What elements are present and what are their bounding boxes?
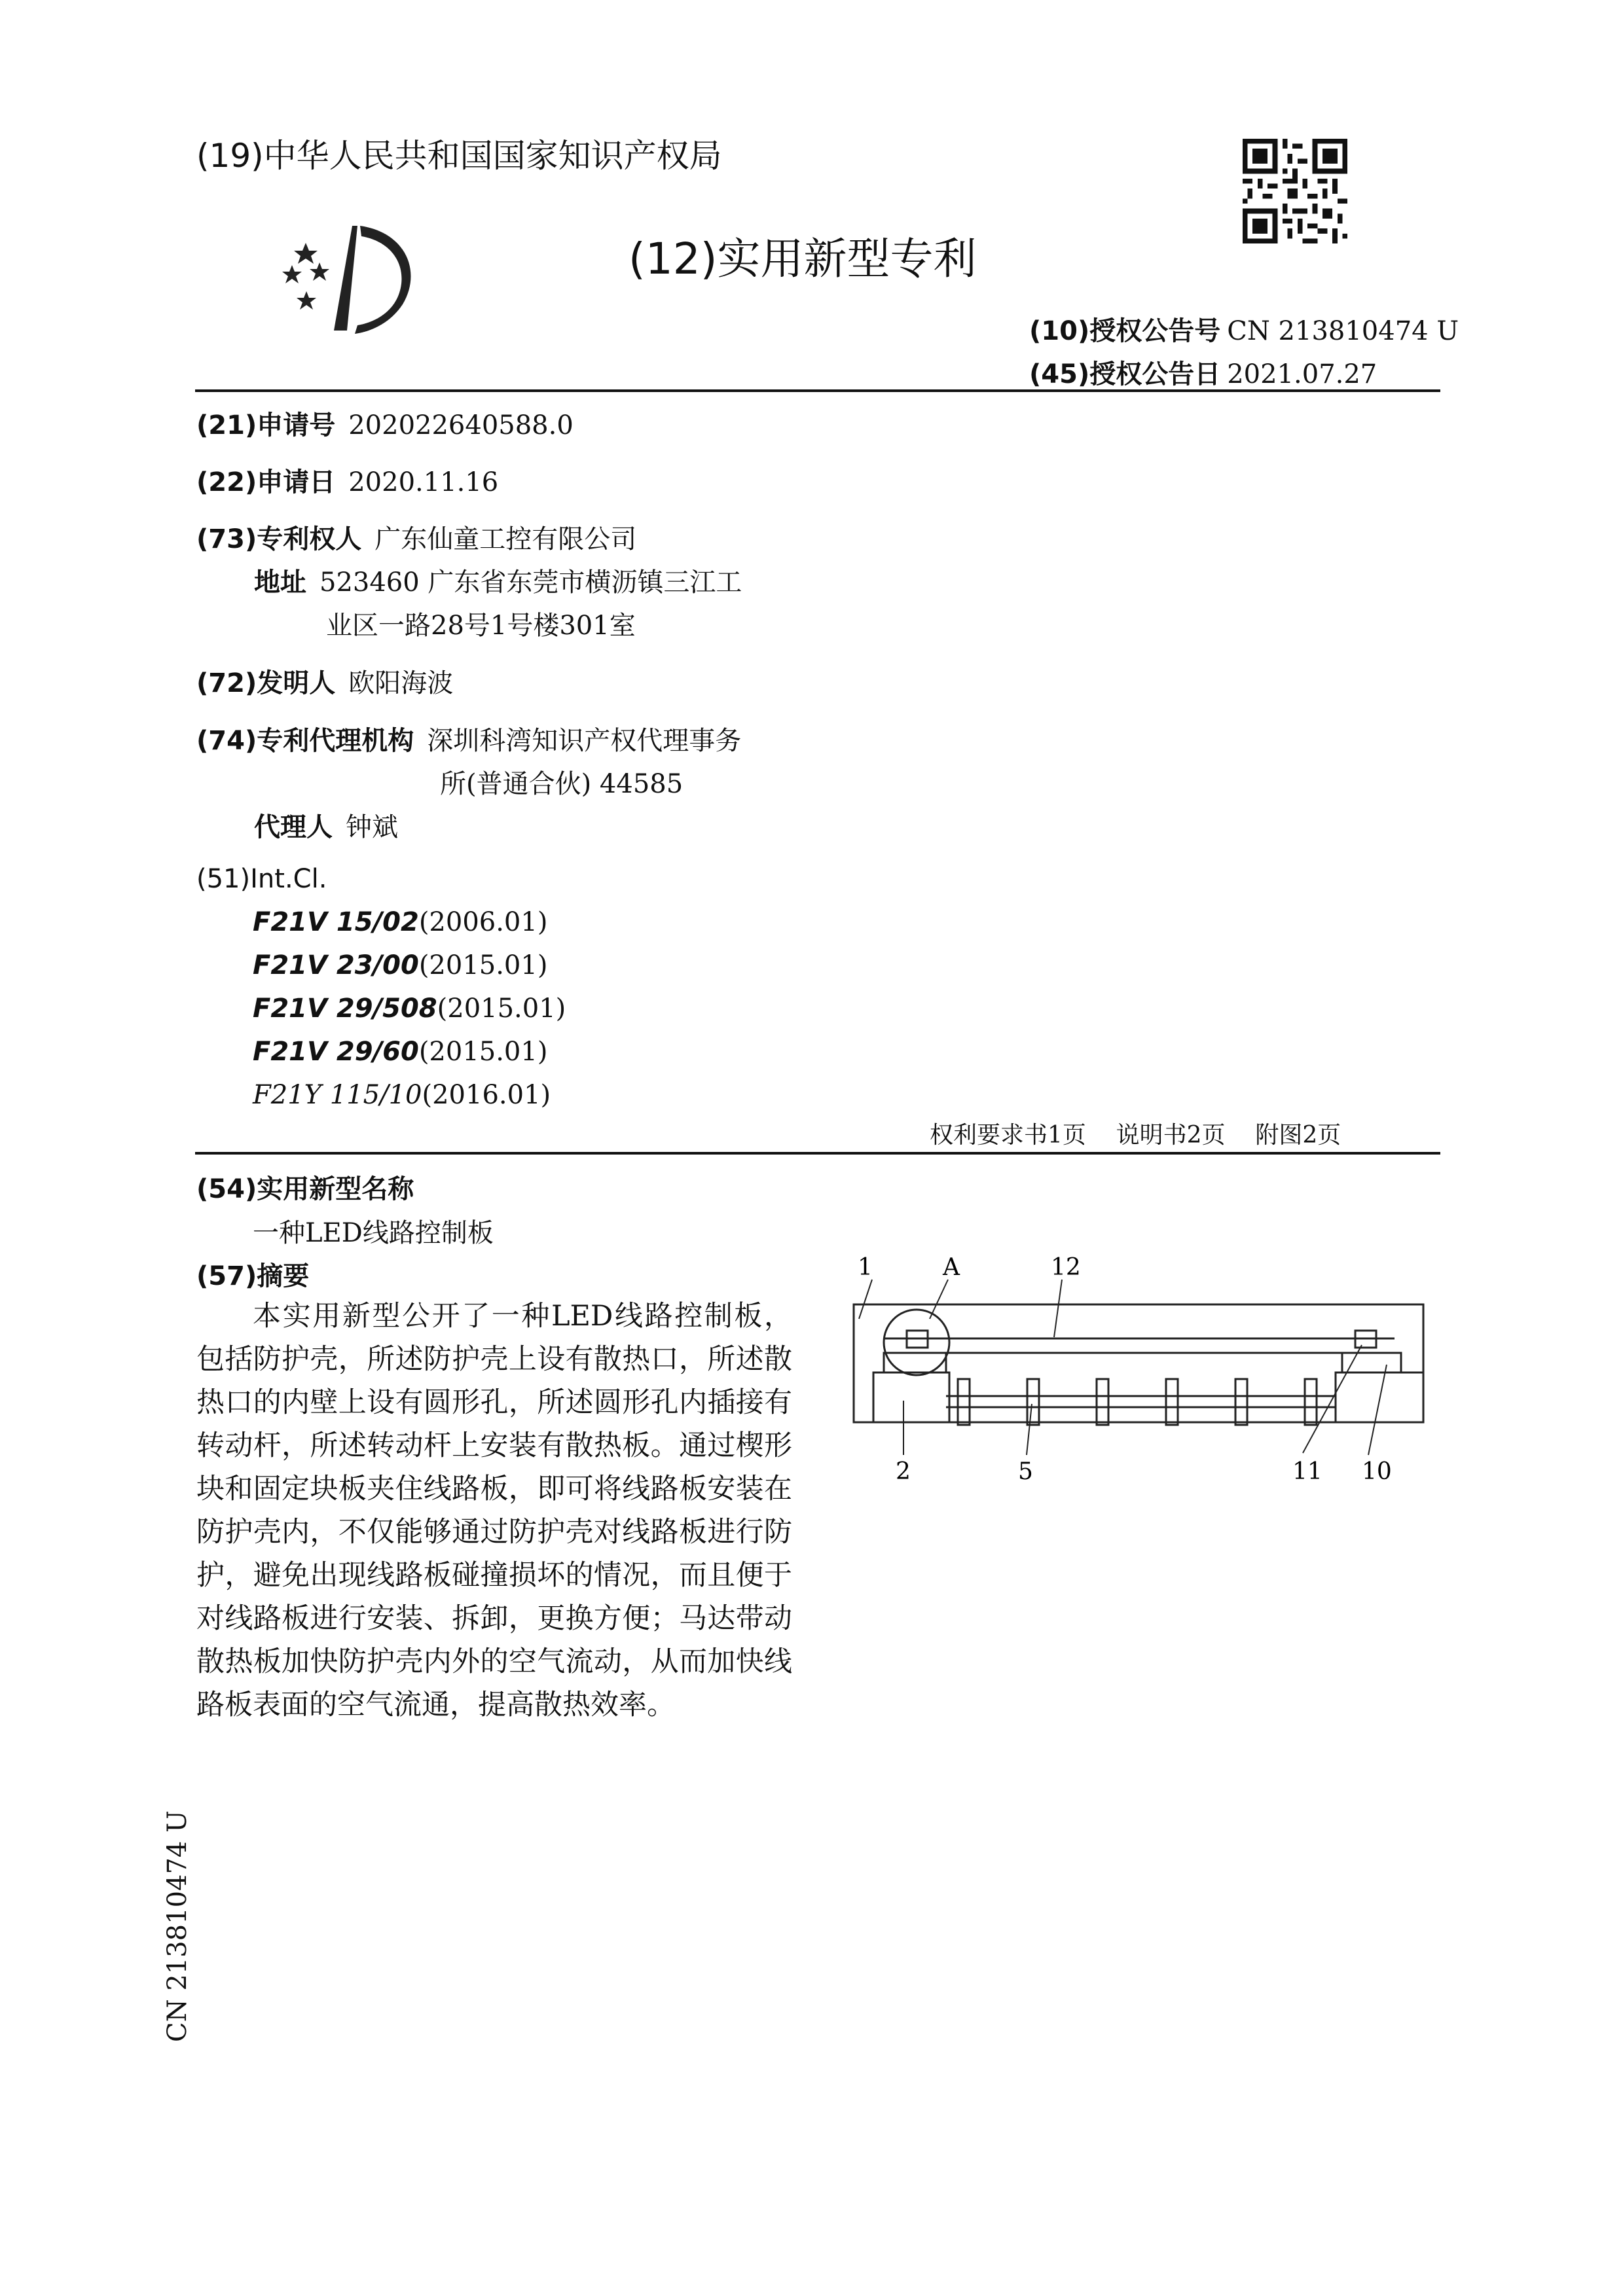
- ipc-row: [253, 907, 547, 937]
- address-line-1: 523460 广东省东莞市横沥镇三江工: [319, 567, 742, 598]
- publication-number-row: [1029, 310, 1459, 348]
- application-date: 2020.11.16: [348, 467, 499, 497]
- application-number-row: [196, 404, 574, 442]
- ipc-row: [253, 950, 547, 980]
- inventor-label: (72)发明人: [196, 668, 336, 698]
- agent-row: [254, 806, 398, 844]
- side-publication-number: CN 213810474 U: [162, 1810, 192, 2042]
- ipc-code: F21V 15/02: [253, 907, 419, 937]
- figure-label: 1: [858, 1254, 873, 1281]
- ipc-version: (2015.01): [437, 994, 566, 1024]
- agency-row: [196, 720, 741, 757]
- agency-line-2: 所(普通合伙) 44585: [440, 769, 684, 799]
- publication-date: 2021.07.27: [1227, 359, 1377, 389]
- application-number-label: (21)申请号: [196, 410, 336, 440]
- inventor: 欧阳海波: [348, 668, 454, 698]
- publication-date-label: (45)授权公告日: [1029, 359, 1221, 389]
- agency-line-1: 深圳科湾知识产权代理事务: [427, 726, 742, 756]
- utility-model-title: 一种LED线路控制板: [253, 1218, 494, 1248]
- figure-label: A: [943, 1254, 960, 1281]
- address-row: [254, 562, 742, 599]
- abstract-figure: [838, 1247, 1440, 1496]
- figure-label: 2: [896, 1458, 911, 1485]
- patentee-label: (73)专利权人: [196, 524, 362, 554]
- publication-date-row: [1029, 353, 1377, 391]
- utility-model-title-label: (54)实用新型名称: [196, 1174, 414, 1204]
- publication-number: CN 213810474 U: [1227, 316, 1459, 346]
- address-label: 地址: [254, 567, 306, 598]
- patentee: 广东仙童工控有限公司: [374, 524, 637, 554]
- ipc-version: (2015.01): [418, 950, 548, 980]
- agent-label: 代理人: [254, 812, 333, 842]
- abstract-label: (57)摘要: [196, 1261, 310, 1291]
- application-date-label: (22)申请日: [196, 467, 336, 497]
- address-line-2: 业区一路28号1号楼301室: [326, 611, 636, 641]
- page-counts: 权利要求书1页 说明书2页 附图2页: [930, 1122, 1341, 1149]
- patentee-row: [196, 518, 636, 556]
- section-rule: [195, 1152, 1440, 1155]
- publication-number-label: (10)授权公告号: [1029, 316, 1221, 346]
- ipc-code: F21V 23/00: [253, 950, 419, 980]
- ipc-version: (2016.01): [422, 1080, 551, 1110]
- figure-label: 11: [1292, 1458, 1322, 1485]
- document-type: (12)实用新型专利: [629, 234, 977, 284]
- figure-label: 10: [1362, 1458, 1392, 1485]
- agent: 钟斌: [346, 812, 398, 842]
- int-cl-label: (51)Int.Cl.: [196, 864, 327, 894]
- ipc-code: F21V 29/60: [253, 1037, 419, 1067]
- ipc-code: F21Y 115/10: [253, 1080, 422, 1110]
- abstract-text: 本实用新型公开了一种LED线路控制板，包括防护壳，所述防护壳上设有散热口，所述散热口的内壁上设有圆形孔，所述圆形孔内插接有转动杆，所述转动杆上安装有散热板。通过楔形块和固定块板夹住线路板，即可将线路板安装在防护壳内，不仅能够通过防护壳对线路板进行防护，避免出现线路板碰撞损坏的情况，而且便于对线路板进行安装、拆卸，更换方便；马达带动散热板加快防护壳内外的空气流动，从而加快线路板表面的空气流通，提高散热效率。: [196, 1300, 792, 1721]
- abstract-body: [196, 1295, 792, 1727]
- ipc-row: [253, 1037, 547, 1067]
- ipc-row: [253, 1080, 551, 1110]
- figure-label: 5: [1018, 1458, 1033, 1485]
- ipc-version: (2015.01): [418, 1037, 548, 1067]
- cnipa-logo: [268, 219, 426, 344]
- agency-label: (74)专利代理机构: [196, 726, 414, 756]
- ipc-row: [253, 994, 566, 1024]
- application-number: 202022640588.0: [348, 410, 574, 440]
- office-name: (19)中华人民共和国国家知识产权局: [196, 137, 722, 175]
- application-date-row: [196, 461, 498, 499]
- ipc-version: (2006.01): [418, 907, 548, 937]
- qr-code: [1243, 139, 1347, 243]
- header-rule: [195, 389, 1440, 392]
- ipc-code: F21V 29/508: [253, 994, 437, 1024]
- inventor-row: [196, 662, 453, 700]
- figure-label: 12: [1051, 1254, 1081, 1281]
- protective-shell: [854, 1304, 1423, 1422]
